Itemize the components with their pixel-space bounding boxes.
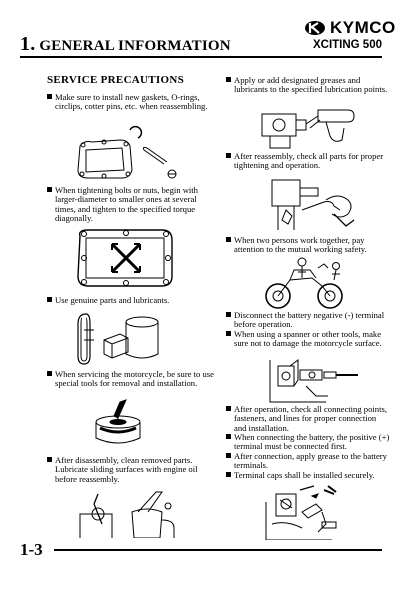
bullet-icon <box>226 453 231 458</box>
list-item: After disassembly, clean removed parts. Lubricate sliding surfaces with engine oil before reassembly. <box>47 456 217 484</box>
bullet-icon <box>226 153 231 158</box>
chapter-title-text: GENERAL INFORMATION <box>39 38 231 54</box>
chapter-number: 1. <box>20 33 36 55</box>
model-name: XCITING 500 <box>312 39 382 51</box>
bullet-icon <box>226 77 231 82</box>
bullet-icon <box>226 312 231 317</box>
bullet-icon <box>226 331 231 336</box>
grease-gun-illustration <box>256 106 356 152</box>
list-item: Apply or add designated greases and lubricants to the specified lubrication points. <box>226 76 390 95</box>
gasket-illustration <box>72 124 182 182</box>
list-item: After operation, check all connecting points, fasteners, and lines for proper connection and installation. <box>226 405 390 433</box>
brand-name: KYMCO <box>330 18 396 37</box>
list-item: When connecting the battery, the positive (+) terminal must be connected first. <box>226 433 390 452</box>
bullet-icon <box>226 472 231 477</box>
page-number: 1-3 <box>20 540 43 559</box>
bullet-icon <box>226 406 231 411</box>
list-item: After reassembly, check all parts for proper tightening and operation. <box>226 152 390 171</box>
motorcycle-workers-illustration <box>262 256 346 310</box>
list-item: Terminal caps shall be installed securely. <box>226 471 390 480</box>
bullet-icon <box>47 94 52 99</box>
bullet-icon <box>47 457 52 462</box>
section-title: SERVICE PRECAUTIONS <box>47 74 185 86</box>
list-item: After connection, apply grease to the battery terminals. <box>226 452 390 471</box>
chapter-title <box>20 33 231 56</box>
brand-logo <box>304 18 396 38</box>
list-item: When using a spanner or other tools, make sure not to damage the motorcycle surface. <box>226 330 390 349</box>
bullet-icon <box>226 434 231 439</box>
footer-rule <box>54 549 382 551</box>
list-item: Disconnect the battery negative (-) terminal before operation. <box>226 311 390 330</box>
list-item: When tightening bolts or nuts, begin with larger-diameter to smaller ones at several times, and tighten to the specified torque diagonally. <box>47 186 217 223</box>
bullet-icon <box>47 371 52 376</box>
kymco-logo-icon <box>304 20 326 36</box>
cleaning-illustration <box>76 484 186 538</box>
bullet-icon <box>226 237 231 242</box>
list-item: Make sure to install new gaskets, O-rings, circlips, cotter pins, etc. when reassembling. <box>47 93 217 112</box>
bolt-pattern-illustration <box>74 226 178 290</box>
bullet-icon <box>47 297 52 302</box>
list-item: When servicing the motorcycle, be sure to use special tools for removal and installation. <box>47 370 217 389</box>
special-tool-illustration <box>86 398 150 450</box>
header-rule <box>20 56 382 58</box>
list-item: Use genuine parts and lubricants. <box>47 296 217 305</box>
bullet-icon <box>47 187 52 192</box>
battery-connection-illustration <box>262 482 354 540</box>
battery-terminal-illustration <box>266 356 360 404</box>
genuine-parts-illustration <box>76 310 176 366</box>
wrench-check-illustration <box>262 176 358 232</box>
list-item: When two persons work together, pay attention to the mutual working safety. <box>226 236 390 255</box>
